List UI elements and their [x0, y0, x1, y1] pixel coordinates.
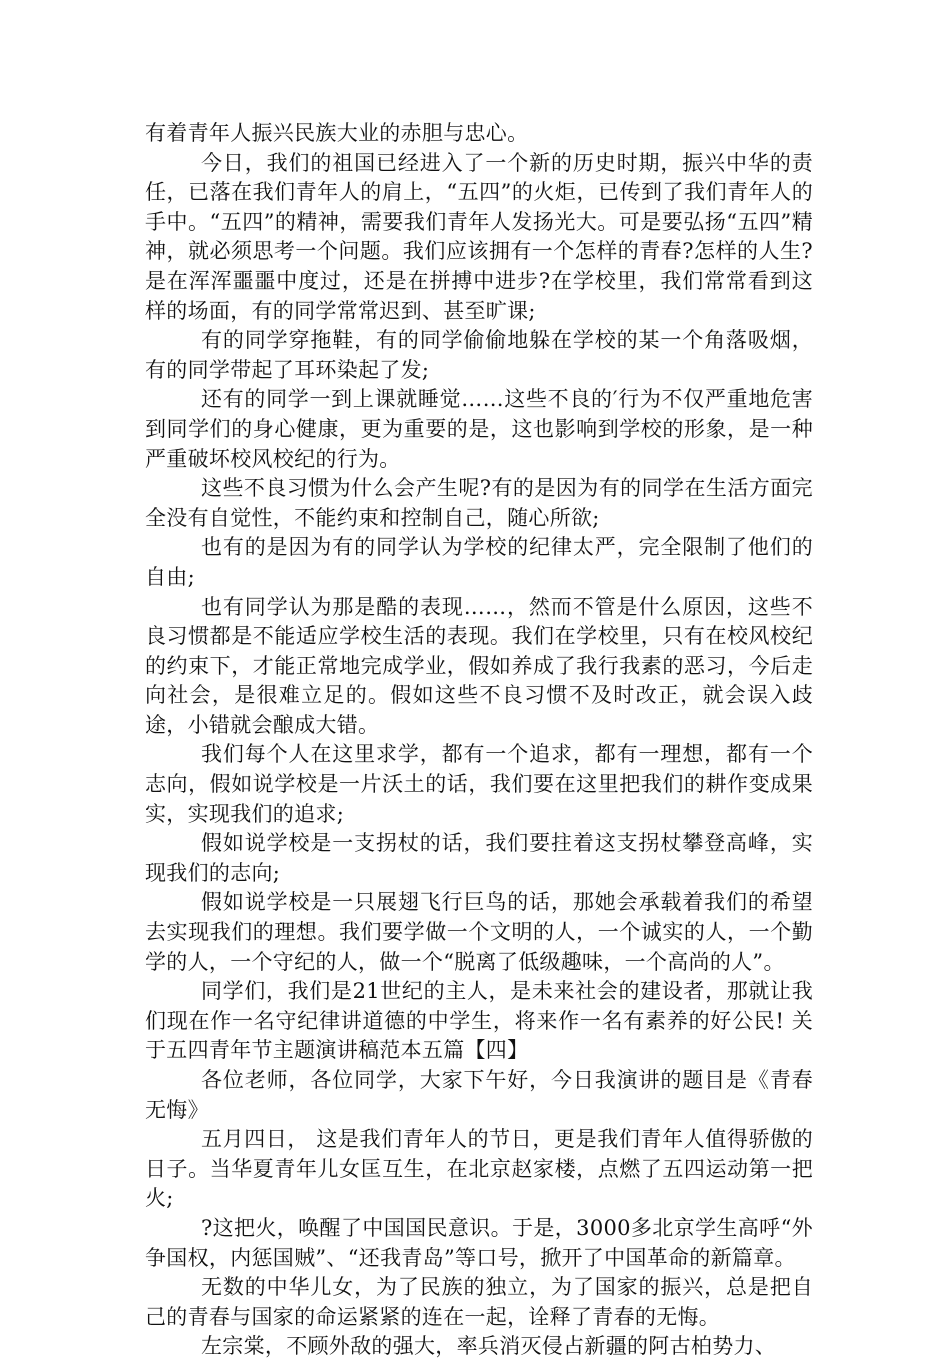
paragraph-11: 各位老师，各位同学，大家下午好，今日我演讲的题目是《青春无悔》: [145, 1068, 813, 1122]
paragraph-6: 也有同学认为那是酷的表现……，然而不管是什么原因，这些不良习惯都是不能适应学校生活的表现。我们在学校里，只有在校风校纪的约束下，才能正常地完成学业，假如养成了我行我素的恶习，今后走向社会，是很难立足的。假如这些不良习惯不及时改正，就会误入歧途，小错就会酿成大错。: [145, 594, 813, 737]
paragraph-1: 今日，我们的祖国已经进入了一个新的历史时期，振兴中华的责任，已落在我们青年人的肩上，“五四”的火炬，已传到了我们青年人的手中。“五四”的精神，需要我们青年人发扬光大。可是要弘扬“五四”精神，就必须思考一个问题。我们应该拥有一个怎样的青春?怎样的人生?是在浑浑噩噩中度过，还是在拼搏中进步?在学校里，我们常常看到这样的场面，有的同学常常迟到、甚至旷课;: [145, 150, 813, 323]
paragraph-12: 五月四日， 这是我们青年人的节日，更是我们青年人值得骄傲的日子。当华夏青年儿女匡互生，在北京赵家楼，点燃了五四运动第一把火;: [145, 1127, 813, 1211]
paragraph-3: 还有的同学一到上课就睡觉……这些不良的′行为不仅严重地危害到同学们的身心健康，更为重要的是，这也影响到学校的形象，是一种严重破坏校风校纪的行为。: [145, 387, 813, 471]
paragraph-0: 有着青年人振兴民族大业的赤胆与忠心。: [145, 121, 529, 145]
paragraph-5: 也有的是因为有的同学认为学校的纪律太严，完全限制了他们的自由;: [145, 535, 813, 589]
body-text: [145, 119, 813, 1362]
paragraph-10: 同学们，我们是21世纪的主人，是未来社会的建设者，那就让我们现在作一名守纪律讲道德的中学生，将来作一名有素养的好公民! 关于五四青年节主题演讲稿范本五篇【四】: [145, 979, 813, 1063]
paragraph-13: ?这把火，唤醒了中国国民意识。于是，3000多北京学生高呼“外争国权，内惩国贼”、“还我青岛”等口号，掀开了中国革命的新篇章。: [145, 1215, 813, 1270]
paragraph-9: 假如说学校是一只展翅飞行巨鸟的话，那她会承载着我们的希望去实现我们的理想。我们要学做一个文明的人，一个诚实的人，一个勤学的人，一个守纪的人，做一个“脱离了低级趣味，一个高尚的人”。: [145, 890, 813, 974]
paragraph-14: 无数的中华儿女，为了民族的独立，为了国家的振兴，总是把自己的青春与国家的命运紧紧的连在一起，诠释了青春的无悔。: [145, 1275, 813, 1329]
paragraph-4: 这些不良习惯为什么会产生呢?有的是因为有的同学在生活方面完全没有自觉性，不能约束和控制自己，随心所欲;: [145, 476, 813, 530]
paragraph-2: 有的同学穿拖鞋，有的同学偷偷地躲在学校的某一个角落吸烟，有的同学带起了耳环染起了发;: [145, 328, 813, 382]
paragraph-7: 我们每个人在这里求学，都有一个追求，都有一理想，都有一个志向，假如说学校是一片沃土的话，我们要在这里把我们的耕作变成果实，实现我们的追求;: [145, 742, 813, 826]
paragraph-15: 左宗棠，不顾外敌的强大，率兵消灭侵占新疆的阿古柏势力、: [201, 1334, 777, 1359]
paragraph-8: 假如说学校是一支拐杖的话，我们要拄着这支拐杖攀登高峰，实现我们的志向;: [145, 831, 813, 885]
